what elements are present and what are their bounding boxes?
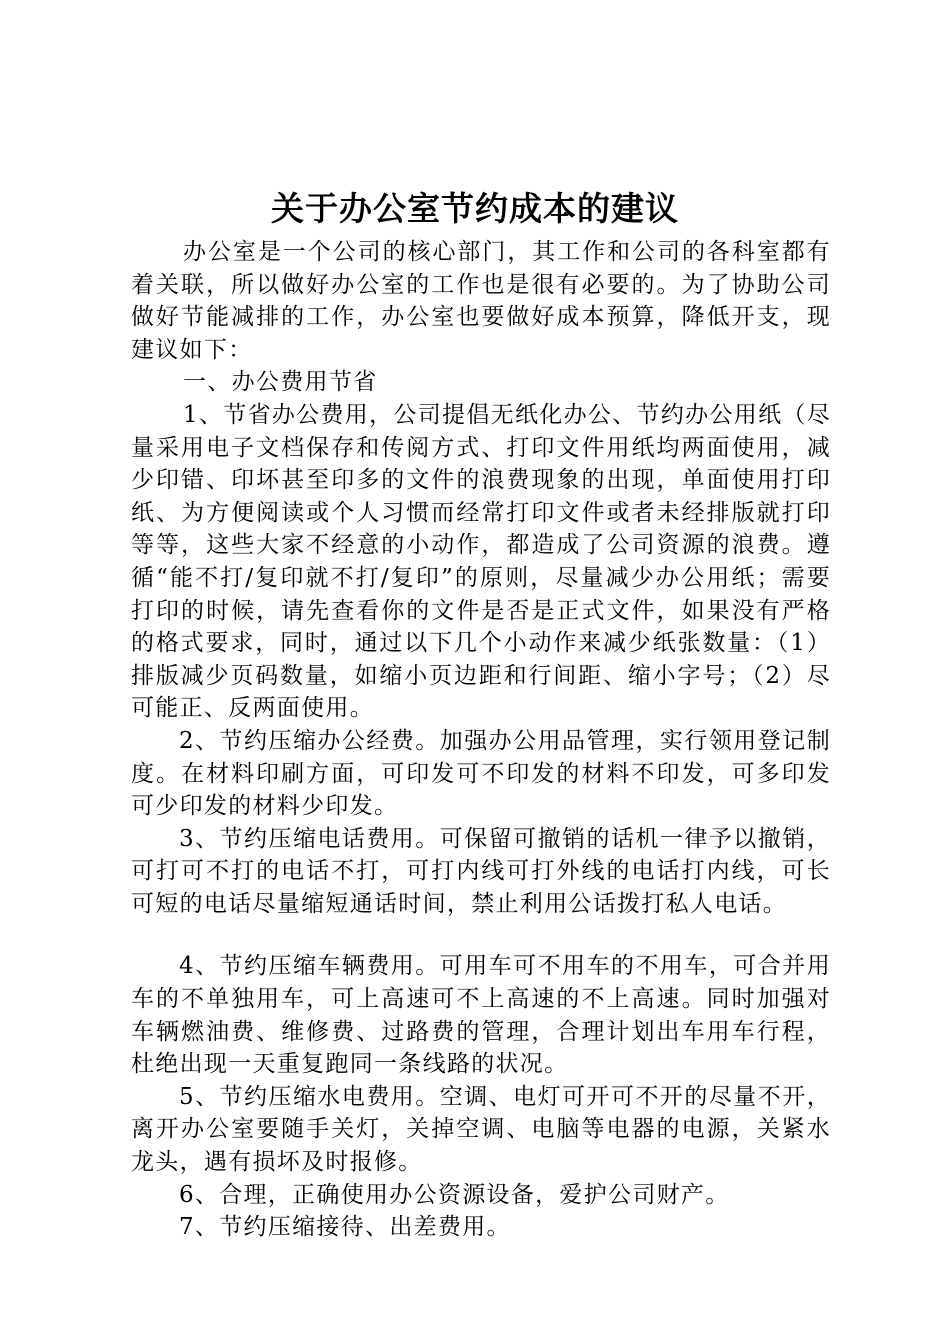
document-body <box>131 236 831 1244</box>
document-title: 关于办公室节约成本的建议 <box>271 189 679 228</box>
list-item-4: 4、节约压缩车辆费用。可用车可不用车的不用车，可合并用车的不单独用车，可上高速可不上高速的不上高速。同时加强对车辆燃油费、维修费、过路费的管理，合理计划出车用车行程，杜绝出现一天重复跑同一条线路的状况。 <box>131 953 831 1078</box>
list-item-6: 6、合理，正确使用办公资源设备，爱护公司财产。 <box>179 1181 730 1208</box>
list-item-7: 7、节约压缩接待、出差费用。 <box>179 1214 511 1241</box>
intro-paragraph: 办公室是一个公司的核心部门，其工作和公司的各科室都有着关联，所以做好办公室的工作也是很有必要的。为了协助公司做好节能减排的工作，办公室也要做好成本预算，降低开支，现建议如下： <box>131 239 831 363</box>
list-item-1: 1、节省办公费用，公司提倡无纸化办公、节约办公用纸（尽量采用电子文档保存和传阅方式、打印文件用纸均两面使用，减少印错、印坏甚至印多的文件的浪费现象的出现，单面使用打印纸、为方便阅读或个人习惯而经常打印文件或者未经排版就打印等等，这些大家不经意的小动作，都造成了公司资源的浪费。遵循“能不打/复印就不打/复印”的原则，尽量减少办公用纸；需要打印的时候，请先查看你的文件是否是正式文件，如果没有严格的格式要求，同时，通过以下几个小动作来减少纸张数量：（1）排版减少页码数量，如缩小页边距和行间距、缩小字号；（2）尽可能正、反两面使用。 <box>131 401 831 722</box>
paragraph-gap <box>131 920 831 950</box>
list-item-2: 2、节约压缩办公经费。加强办公用品管理，实行领用登记制度。在材料印刷方面，可印发可不印发的材料不印发，可多印发可少印发的材料少印发。 <box>131 727 831 820</box>
list-item-5: 5、节约压缩水电费用。空调、电灯可开可不开的尽量不开，离开办公室要随手关灯，关掉空调、电脑等电器的电源，关紧水龙头，遇有损坏及时报修。 <box>131 1083 831 1176</box>
list-item-3: 3、节约压缩电话费用。可保留可撤销的话机一律予以撤销，可打可不打的电话不打，可打内线可打外线的电话打内线，可长可短的电话尽量缩短通话时间，禁止利用公话拨打私人电话。 <box>131 825 831 917</box>
section-heading: 一、办公费用节省 <box>183 369 378 396</box>
